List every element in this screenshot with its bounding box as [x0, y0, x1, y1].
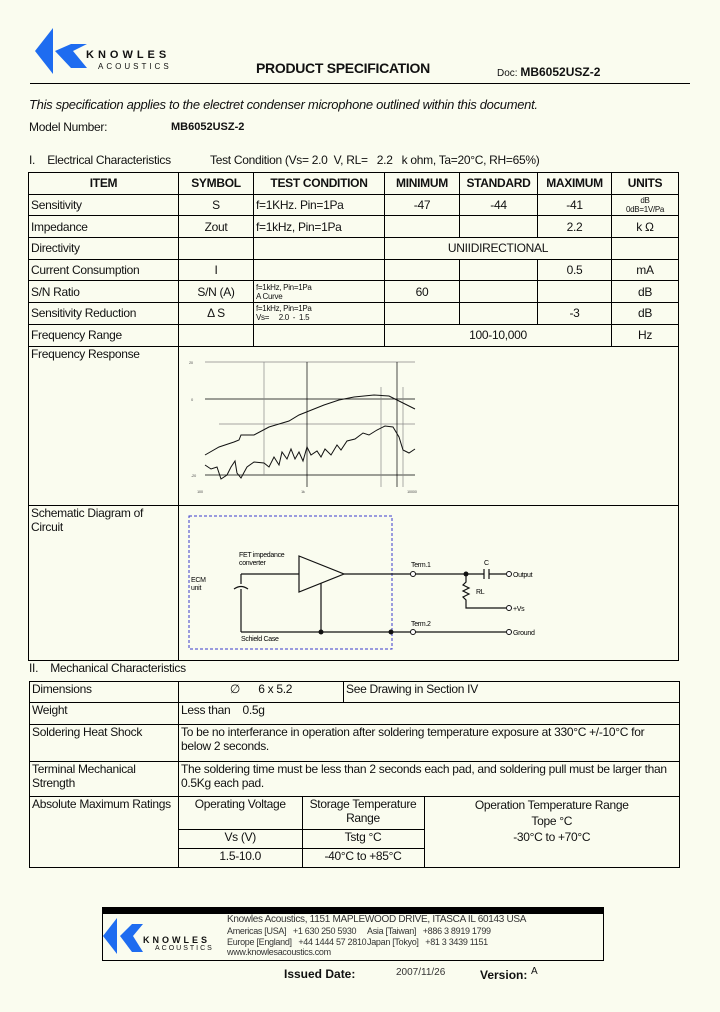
- shield-label: Schield Case: [241, 635, 279, 643]
- item: Sensitivity Reduction: [29, 303, 179, 325]
- frequency-response-label: Frequency Response: [29, 346, 179, 505]
- ecm-label-2: unit: [191, 584, 202, 592]
- storage-header: Storage Temperature Range: [302, 797, 424, 829]
- condition-line: Vs= 2.0 - 1.5: [256, 313, 310, 323]
- intro-text: This specification applies to the electret condenser microphone outlined within this document.: [29, 97, 538, 112]
- footer-americas: Americas [USA] +1 630 250 5930: [227, 926, 357, 936]
- col-test-condition: TEST CONDITION: [254, 173, 385, 195]
- page-title: PRODUCT SPECIFICATION: [256, 60, 430, 76]
- vs-label: Vs (V): [179, 829, 302, 848]
- col-units: UNITS: [612, 173, 679, 195]
- tstg-value: -40°C to +85°C: [302, 848, 424, 867]
- logo-brand: KNOWLES: [86, 49, 171, 61]
- item: Soldering Heat Shock: [30, 725, 179, 762]
- maximum: -41: [538, 194, 612, 216]
- frequency-response-row: [29, 346, 679, 505]
- units: k Ω: [612, 216, 679, 238]
- units: [612, 238, 679, 260]
- schematic-diagram: [179, 506, 559, 656]
- schematic-row: [29, 505, 679, 660]
- units: Hz: [612, 324, 679, 346]
- vs-label: +Vs: [513, 605, 525, 613]
- abs-max-table: [179, 797, 679, 867]
- test-condition: Test Condition (Vs= 2.0 V, RL= 2.2 k ohm, Ta=20°C, RH=65%): [210, 153, 540, 167]
- item: Terminal Mechanical Strength: [30, 762, 179, 797]
- symbol: I: [179, 259, 254, 281]
- col-standard: STANDARD: [460, 173, 538, 195]
- table-header-row: [29, 173, 679, 195]
- footer-asia: Asia [Taiwan] +886 3 8919 1799: [367, 926, 491, 936]
- maximum: 0.5: [538, 259, 612, 281]
- doc-value: MB6052USZ-2: [520, 65, 601, 79]
- condition: [254, 303, 385, 325]
- standard: [460, 303, 538, 325]
- item: Absolute Maximum Ratings: [30, 797, 179, 868]
- footer-logo-sub: ACOUSTICS: [155, 945, 214, 952]
- col-maximum: MAXIMUM: [538, 173, 612, 195]
- vs-value: 1.5-10.0: [179, 848, 302, 867]
- svg-text:10000: 10000: [407, 488, 417, 494]
- item: Directivity: [29, 238, 179, 260]
- logo-sub: ACOUSTICS: [98, 62, 172, 71]
- table-row: [30, 762, 680, 797]
- weight-value: Less than 0.5g: [179, 703, 680, 725]
- condition: [254, 259, 385, 281]
- output-label: Output: [513, 571, 533, 579]
- footer-europe: Europe [England] +44 1444 57 2810: [227, 937, 367, 947]
- table-row: [30, 703, 680, 725]
- svg-text:1k: 1k: [301, 488, 305, 494]
- knowles-logo: [35, 28, 185, 79]
- standard: -44: [460, 194, 538, 216]
- svg-text:0: 0: [191, 396, 193, 402]
- dimensions-note: See Drawing in Section IV: [344, 682, 680, 703]
- term2-label: Term.2: [411, 620, 431, 628]
- header-rule: [30, 83, 690, 84]
- maximum: [538, 281, 612, 303]
- table-row: [29, 259, 679, 281]
- issued-date: 2007/11/26: [396, 967, 446, 978]
- item: Current Consumption: [29, 259, 179, 281]
- model-value: MB6052USZ-2: [171, 121, 245, 133]
- symbol: Zout: [179, 216, 254, 238]
- frequency-response-cell: [179, 346, 679, 505]
- table-row: [29, 281, 679, 303]
- ecm-unit-box: [189, 516, 392, 649]
- condition: [254, 238, 385, 260]
- minimum: [385, 216, 460, 238]
- operation-header: Operation Temperature Range: [474, 798, 629, 812]
- op-voltage-header: Operating Voltage: [179, 797, 302, 829]
- units: [612, 194, 679, 216]
- condition-line: A Curve: [256, 291, 283, 301]
- maximum: 2.2: [538, 216, 612, 238]
- frequency-response-graph: [179, 347, 439, 502]
- version-value: A: [531, 966, 538, 977]
- svg-text:20: 20: [189, 359, 193, 365]
- abs-max-cell: [179, 797, 680, 868]
- terminal-value: The soldering time must be less than 2 seconds each pad, and soldering pull must be larger than 0.5Kg each pad.: [179, 762, 680, 797]
- fet-label-2: converter: [239, 559, 266, 567]
- tope-label: Tope °C: [531, 814, 573, 828]
- minimum: -47: [385, 194, 460, 216]
- fet-label: FET impedance: [239, 551, 285, 559]
- units-ref: 0dB=1V/Pa: [626, 205, 664, 215]
- svg-text:100: 100: [197, 488, 203, 494]
- units: mA: [612, 259, 679, 281]
- condition-line: f=1kHz, Pin=1Pa: [256, 304, 312, 314]
- directivity-value: UNIIDIRECTIONAL: [385, 238, 612, 260]
- tope-value: -30°C to +70°C: [513, 830, 591, 844]
- condition: f=1KHz. Pin=1Pa: [254, 194, 385, 216]
- condition-line: f=1kHz, Pin=1Pa: [256, 282, 312, 292]
- table-row: [30, 797, 680, 868]
- footer-japan: Japan [Tokyo] +81 3 3439 1151: [367, 937, 488, 947]
- electrical-heading: I. Electrical Characteristics: [29, 153, 171, 167]
- minimum: [385, 303, 460, 325]
- standard: [460, 216, 538, 238]
- footer-logo-brand: KNOWLES: [143, 935, 210, 945]
- item: Frequency Range: [29, 324, 179, 346]
- item: Sensitivity: [29, 194, 179, 216]
- schematic-cell: [179, 505, 679, 660]
- units: dB: [612, 281, 679, 303]
- condition: [254, 281, 385, 303]
- condition: [254, 324, 385, 346]
- minimum: [385, 259, 460, 281]
- table-row: [29, 216, 679, 238]
- item: Weight: [30, 703, 179, 725]
- item: S/N Ratio: [29, 281, 179, 303]
- col-item: ITEM: [29, 173, 179, 195]
- mechanical-table: [29, 681, 680, 868]
- maximum: -3: [538, 303, 612, 325]
- footer-logo-icon: [103, 918, 145, 954]
- item: Impedance: [29, 216, 179, 238]
- mechanical-heading: II. Mechanical Characteristics: [29, 661, 186, 675]
- standard: [460, 259, 538, 281]
- model-label: Model Number:: [29, 120, 108, 134]
- col-minimum: MINIMUM: [385, 173, 460, 195]
- schematic-label: Schematic Diagram of Circuit: [29, 505, 179, 660]
- ground-label: Ground: [513, 629, 535, 637]
- dimensions-value: [179, 682, 344, 703]
- condition: f=1kHz, Pin=1Pa: [254, 216, 385, 238]
- svg-text:-20: -20: [191, 472, 196, 478]
- col-symbol: SYMBOL: [179, 173, 254, 195]
- minimum: 60: [385, 281, 460, 303]
- resistor-label: RL: [476, 588, 485, 596]
- dimensions-size: 6 x 5.2: [258, 682, 293, 696]
- units: dB: [612, 303, 679, 325]
- symbol: [179, 238, 254, 260]
- item: Dimensions: [30, 682, 179, 703]
- standard: [460, 281, 538, 303]
- table-row: [29, 194, 679, 216]
- symbol: S/N (A): [179, 281, 254, 303]
- issued-label: Issued Date:: [284, 967, 356, 981]
- symbol: Δ S: [179, 303, 254, 325]
- table-row: [29, 303, 679, 325]
- tstg-label: Tstg °C: [302, 829, 424, 848]
- symbol: [179, 324, 254, 346]
- version-label: Version:: [480, 968, 528, 982]
- table-row: [30, 725, 680, 762]
- footer-web-link[interactable]: www.knowlesacoustics.com: [227, 947, 331, 957]
- doc-label: Doc:: [497, 68, 518, 79]
- doc-number: [497, 65, 600, 79]
- footer-address: Knowles Acoustics, 1151 MAPLEWOOD DRIVE, ITASCA IL 60143 USA: [227, 914, 527, 925]
- heat-shock-value: To be no interferance in operation after soldering temperature exposure at 330°C +/-10°C for below 2 seconds.: [179, 725, 680, 762]
- diameter-icon: ∅: [229, 682, 240, 696]
- table-row: [30, 682, 680, 703]
- operation-column: [424, 797, 679, 867]
- table-row: [29, 238, 679, 260]
- frequency-range-value: 100-10,000: [385, 324, 612, 346]
- symbol: S: [179, 194, 254, 216]
- term1-label: Term.1: [411, 561, 431, 569]
- table-row: [29, 324, 679, 346]
- units-main: dB: [640, 196, 650, 206]
- footer-box: [102, 907, 604, 961]
- electrical-table: [28, 172, 679, 661]
- ecm-label: ECM: [191, 576, 206, 584]
- capacitor-label: C: [484, 559, 489, 567]
